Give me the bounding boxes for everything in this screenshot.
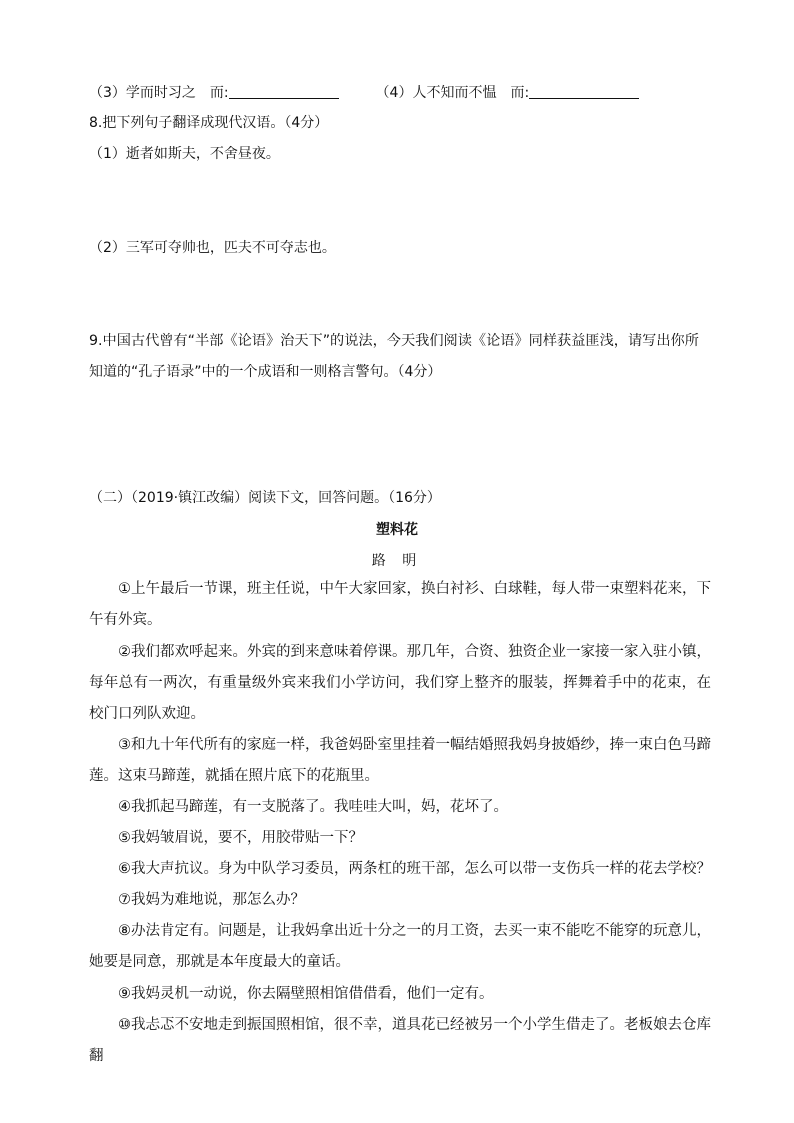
q7-item4-blank[interactable] — [529, 84, 639, 99]
paragraph: ⑤我妈皱眉说，要不，用胶带贴一下？ — [118, 830, 363, 846]
paragraph: ③和九十年代所有的家庭一样，我爸妈卧室里挂着一幅结婚照我妈身披婚纱，捧一束白色马蹄莲。这束马蹄莲，就插在照片底下的花瓶里。 — [89, 737, 711, 784]
q7-item3-blank[interactable] — [229, 84, 339, 99]
q8-sentence-2: （2）三军可夺帅也，匹夫不可夺志也。 — [89, 240, 336, 256]
paragraph: ⑥我大声抗议。身为中队学习委员，两条杠的班干部，怎么可以带一支伤兵一样的花去学校？ — [118, 861, 711, 877]
paragraph: ⑨我妈灵机一动说，你去隔壁照相馆借借看，他们一定有。 — [118, 986, 494, 1002]
paragraph: ⑩我忐忑不安地走到振国照相馆，很不幸，道具花已经被另一个小学生借走了。老板娘去仓库翻 — [89, 1017, 711, 1064]
section-2-heading: （二）（2019·镇江改编）阅读下文，回答问题。（16分） — [89, 490, 441, 506]
paragraph: ②我们都欢呼起来。外宾的到来意味着停课。那几年，合资、独资企业一家接一家入驻小镇，每年总有一两次，有重量级外宾来我们小学访问，我们穿上整齐的服装，挥舞着手中的花束，在校门口列队欢迎。 — [89, 644, 711, 722]
q9-prompt-line-1: 9.中国古代曾有“半部《论语》治天下”的说法，今天我们阅读《论语》同样获益匪浅，请写出你所 — [89, 333, 699, 349]
paragraph: ⑦我妈为难地说，那怎么办？ — [118, 892, 305, 908]
paragraph: ①上午最后一节课，班主任说，中午大家回家，换白衬衫、白球鞋，每人带一束塑料花来，下午有外宾。 — [89, 581, 711, 628]
q7-item4-label: （4）人不知而不愠 而: — [375, 85, 530, 101]
q9-prompt-line-2: 知道的“孔子语录”中的一个成语和一则格言警句。（4分） — [89, 364, 442, 380]
q8-prompt: 8.把下列句子翻译成现代汉语。（4分） — [89, 115, 329, 131]
q7-answer-line — [89, 83, 639, 103]
q8-sentence-1: （1）逝者如斯夫，不舍昼夜。 — [89, 146, 280, 162]
q7-item3-label: （3）学而时习之 而: — [89, 85, 229, 101]
article-title: 塑料花 — [376, 522, 418, 538]
article-author: 路 明 — [371, 553, 423, 569]
paragraph: ④我抓起马蹄莲，有一支脱落了。我哇哇大叫，妈，花坏了。 — [118, 799, 508, 815]
paragraph: ⑧办法肯定有。问题是，让我妈拿出近十分之一的月工资，去买一束不能吃不能穿的玩意儿，她要是同意，那就是本年度最大的童话。 — [89, 923, 711, 970]
